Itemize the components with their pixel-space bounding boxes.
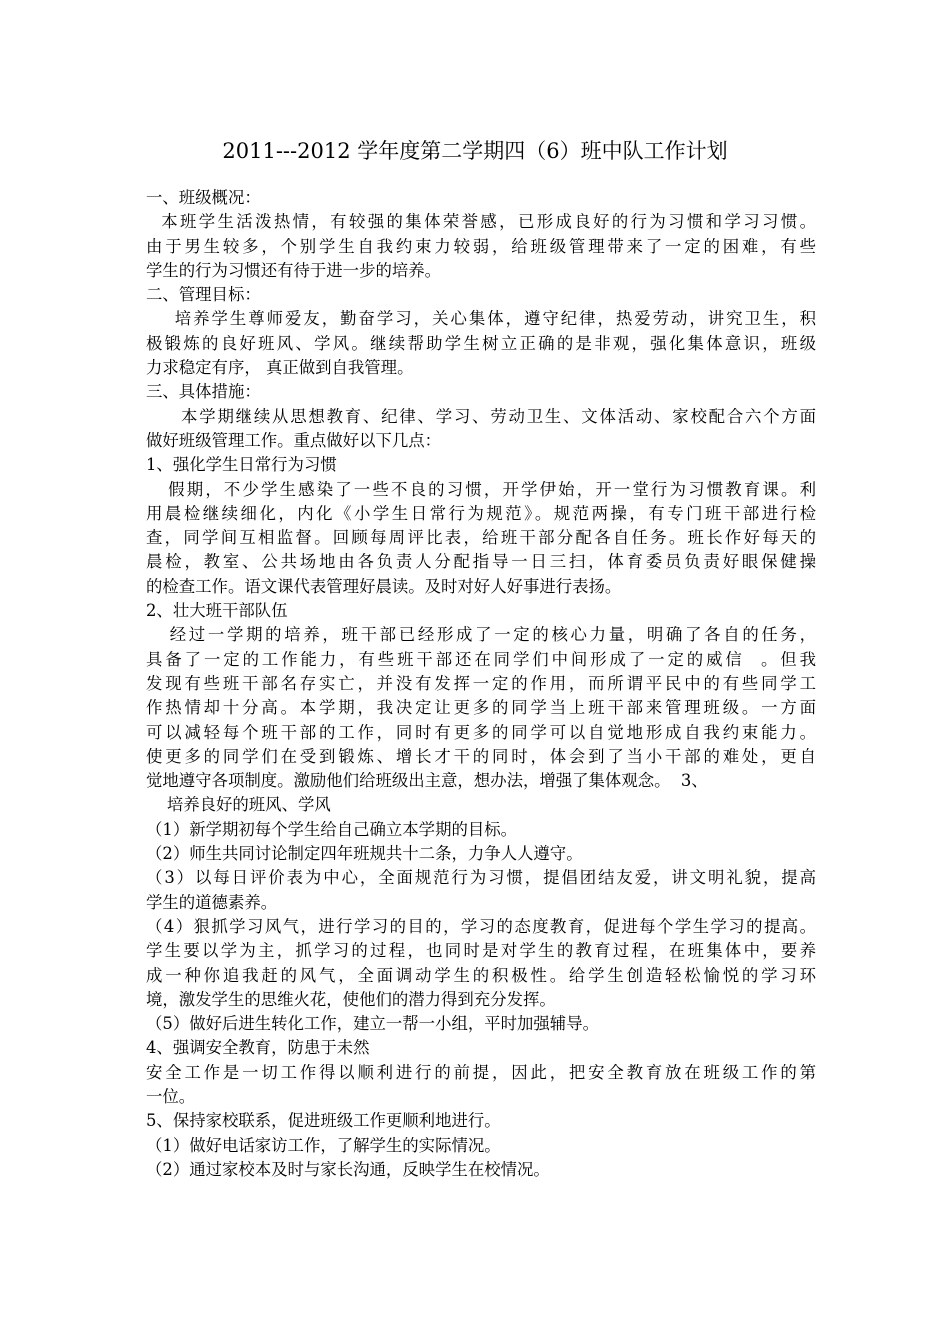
text-line: （4）狠抓学习风气，进行学习的目的，学习的态度教育，促进每个学生学习的提高。: [146, 916, 816, 936]
text-line: 安全工作是一切工作得以顺利进行的前提，因此，把安全教育放在班级工作的第: [146, 1062, 816, 1082]
text-line: 培养良好的班风、学风: [146, 795, 331, 815]
text-line: （2）师生共同讨论制定四年班规共十二条，力争人人遵守。: [146, 844, 583, 864]
text-line: 经过一学期的培养，班干部已经形成了一定的核心力量，明确了各自的任务，: [146, 625, 816, 645]
text-line: 极锻炼的良好班风、学风。继续帮助学生树立正确的是非观，强化集体意识，班级: [146, 333, 816, 353]
text-line: 晨检，教室、公共场地由各负责人分配指导一日三扫，体育委员负责好眼保健操: [146, 552, 816, 572]
text-line: 三、具体措施：: [146, 382, 261, 402]
text-line: 具备了一定的工作能力，有些班干部还在同学们中间形成了一定的威信 。但我: [146, 649, 816, 669]
text-line: 一位。: [146, 1086, 196, 1106]
text-line: 使更多的同学们在受到锻炼、增长才干的同时，体会到了当小干部的难处，更自: [146, 746, 816, 766]
text-line: 觉地遵守各项制度。激励他们给班级出主意，想办法，增强了集体观念。 3、: [146, 771, 708, 791]
text-line: 1、强化学生日常行为习惯: [146, 455, 337, 475]
text-line: 的检查工作。语文课代表管理好晨读。及时对好人好事进行表扬。: [146, 576, 622, 596]
text-line: 一、班级概况：: [146, 188, 261, 207]
text-line: 培养学生尊师爱友，勤奋学习，关心集体，遵守纪律，热爱劳动，讲究卫生，积: [146, 309, 816, 329]
text-line: 2、壮大班干部队伍: [146, 601, 288, 621]
text-line: 二、管理目标：: [146, 285, 261, 305]
text-line: （1）新学期初每个学生给自己确立本学期的目标。: [146, 819, 518, 839]
text-line: 学生的道德素养。: [146, 892, 278, 912]
document-title: 2011---2012 学年度第二学期四（6）班中队工作计划: [222, 139, 728, 163]
text-line: 境，激发学生的思维火花，使他们的潜力得到充分发挥。: [146, 989, 556, 1009]
text-line: 学生要以学为主，抓学习的过程，也同时是对学生的教育过程，在班集体中，要养: [146, 941, 816, 961]
text-line: （3）以每日评价表为中心，全面规范行为习惯，提倡团结友爱，讲文明礼貌，提高: [146, 868, 816, 888]
text-line: 假期，不少学生感染了一些不良的习惯，开学伊始，开一堂行为习惯教育课。利: [146, 479, 816, 499]
text-line: 用晨检继续细化，内化《小学生日常行为规范》。规范两操，有专门班干部进行检: [146, 503, 816, 523]
text-line: （5）做好后进生转化工作，建立一帮一小组，平时加强辅导。: [146, 1014, 599, 1034]
text-line: 学生的行为习惯还有待于进一步的培养。: [146, 260, 442, 280]
document-body: [146, 186, 816, 1182]
text-line: 4、强调安全教育，防患于未然: [146, 1038, 370, 1058]
text-line: 本学期继续从思想教育、纪律、学习、劳动卫生、文体活动、家校配合六个方面: [146, 406, 816, 426]
text-line: 发现有些班干部名存实亡，并没有发挥一定的作用，而所谓平民中的有些同学工: [146, 673, 816, 693]
text-line: 本班学生活泼热情，有较强的集体荣誉感，已形成良好的行为习惯和学习习惯。: [146, 212, 816, 232]
text-line: 做好班级管理工作。重点做好以下几点：: [146, 430, 442, 450]
text-line: 力求稳定有序， 真正做到自我管理。: [146, 358, 414, 378]
text-line: 作热情却十分高。本学期，我决定让更多的同学当上班干部来管理班级。一方面: [146, 698, 816, 718]
text-line: （2）通过家校本及时与家长沟通，反映学生在校情况。: [146, 1159, 550, 1179]
text-line: 5、保持家校联系，促进班级工作更顺利地进行。: [146, 1111, 501, 1131]
text-line: （1）做好电话家访工作，了解学生的实际情况。: [146, 1135, 501, 1155]
text-line: 可以减轻每个班干部的工作，同时有更多的同学可以自觉地形成自我约束能力。: [146, 722, 816, 742]
text-line: 成一种你追我赶的风气，全面调动学生的积极性。给学生创造轻松愉悦的学习环: [146, 965, 816, 985]
text-line: 由于男生较多，个别学生自我约束力较弱，给班级管理带来了一定的困难，有些: [146, 236, 816, 256]
text-line: 查，同学间互相监督。回顾每周评比表，给班干部分配各自任务。班长作好每天的: [146, 528, 816, 548]
